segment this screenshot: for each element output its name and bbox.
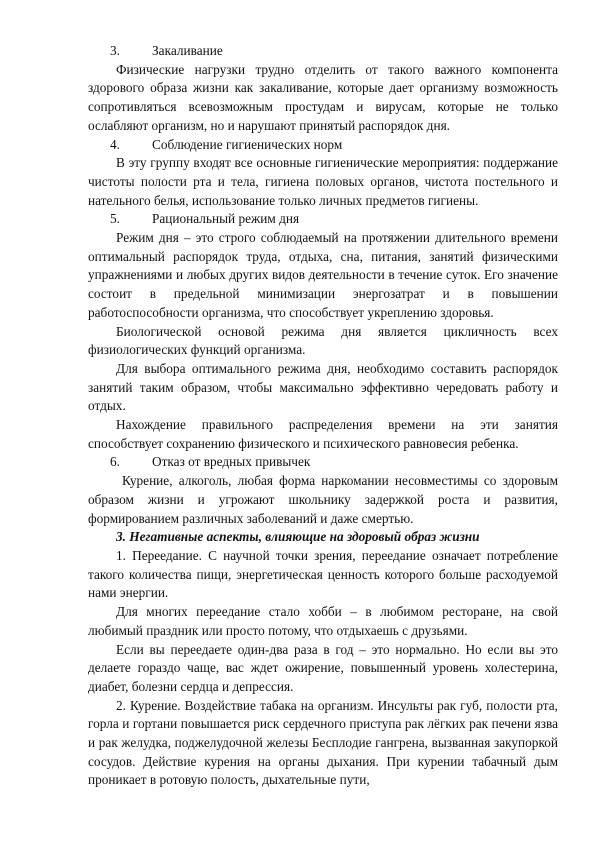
paragraph-smoking: 2. Курение. Воздействие табака на организм. Инсульты рак губ, полости рта, горла и гортани повышается риск сердечного приступа рак лёгких рак печени язва и рак желудка, поджелудочной железы Бесплодие гангрена, вызванная закупоркой сосудов. Действие курения на органы дыхания. При курении табачный дым проникает в ротовую полость, дыхательные пути, (88, 697, 558, 788)
section-number: 5. (110, 211, 120, 227)
section-number: 6. (110, 454, 120, 470)
section-title: Соблюдение гигиенических норм (152, 136, 343, 152)
paragraph-bad-habits: Курение, алкоголь, любая форма наркомании несовместимы со здоровым образом жизни и угрожают школьнику задержкой роста и развития, формированием различных заболеваний и даже смертью. (88, 473, 558, 526)
paragraph-time-distribution: Нахождение правильного распределения времени на эти занятия способствует сохранению физического и психического равновесия ребенка. (88, 417, 558, 451)
paragraph-overeating-consequences: Если вы переедаете один-два раза в год – это нормально. Но если вы это делаете гораздо чаще, вас ждет ожирение, повышенный уровень холестерина, диабет, болезни сердца и депрессия. (88, 641, 558, 694)
paragraph-overeating-hobby: Для многих переедание стало хобби – в любимом ресторане, на свой любимый праздник или просто потому, что отдыхаешь с друзьями. (88, 604, 558, 638)
section-heading-daily-routine (88, 210, 558, 229)
paragraph-hardening: Физические нагрузки трудно отделить от такого важного компонента здорового образа жизни как закаливание, которые дает организму возможность сопротивляться всевозможным простудам и вирусам, которые не только ослабляют организм, но и нарушают принятый распорядок дня. (88, 61, 558, 133)
section-number: 4. (110, 136, 120, 152)
chapter-heading-negative-aspects: 3. Негативные аспекты, влияющие на здоровый образ жизни (116, 529, 480, 545)
section-title: Отказ от вредных привычек (152, 454, 311, 470)
paragraph-hygiene: В эту группу входят все основные гигиенические мероприятия: поддержание чистоты полости рта и тела, гигиена половых органов, чистота постельного и нательного белья, использование только личных предметов гигиены. (88, 155, 558, 208)
section-title: Закаливание (152, 43, 223, 58)
section-heading-hardening (88, 42, 558, 61)
section-heading-bad-habits (88, 453, 558, 472)
section-number: 3. (110, 43, 120, 58)
section-title: Рациональный режим дня (152, 211, 300, 227)
document-page (88, 42, 558, 790)
paragraph-biological-basis: Биологической основой режима дня является цикличность всех физиологических функций организма. (88, 323, 558, 358)
paragraph-optimal-routine: Для выбора оптимального режима дня, необходимо составить распорядок занятий таким образом, чтобы максимально эффективно чередовать работу и отдых. (88, 360, 558, 414)
paragraph-overeating: 1. Переедание. С научной точки зрения, переедание означает потребление такого количества пищи, энергетическая ценность которого больше расходуемой нами энергии. (88, 547, 558, 601)
paragraph-daily-routine: Режим дня – это строго соблюдаемый на протяжении длительного времени оптимальный распорядок труда, отдыха, сна, питания, занятий физическими упражнениями и любых других видов деятельности в течение суток. Его значение состоит в предельной минимизации энергозатрат и в повышении работоспособности организма, что способствует укреплению здоровья. (88, 230, 558, 320)
section-heading-hygiene (88, 136, 558, 155)
